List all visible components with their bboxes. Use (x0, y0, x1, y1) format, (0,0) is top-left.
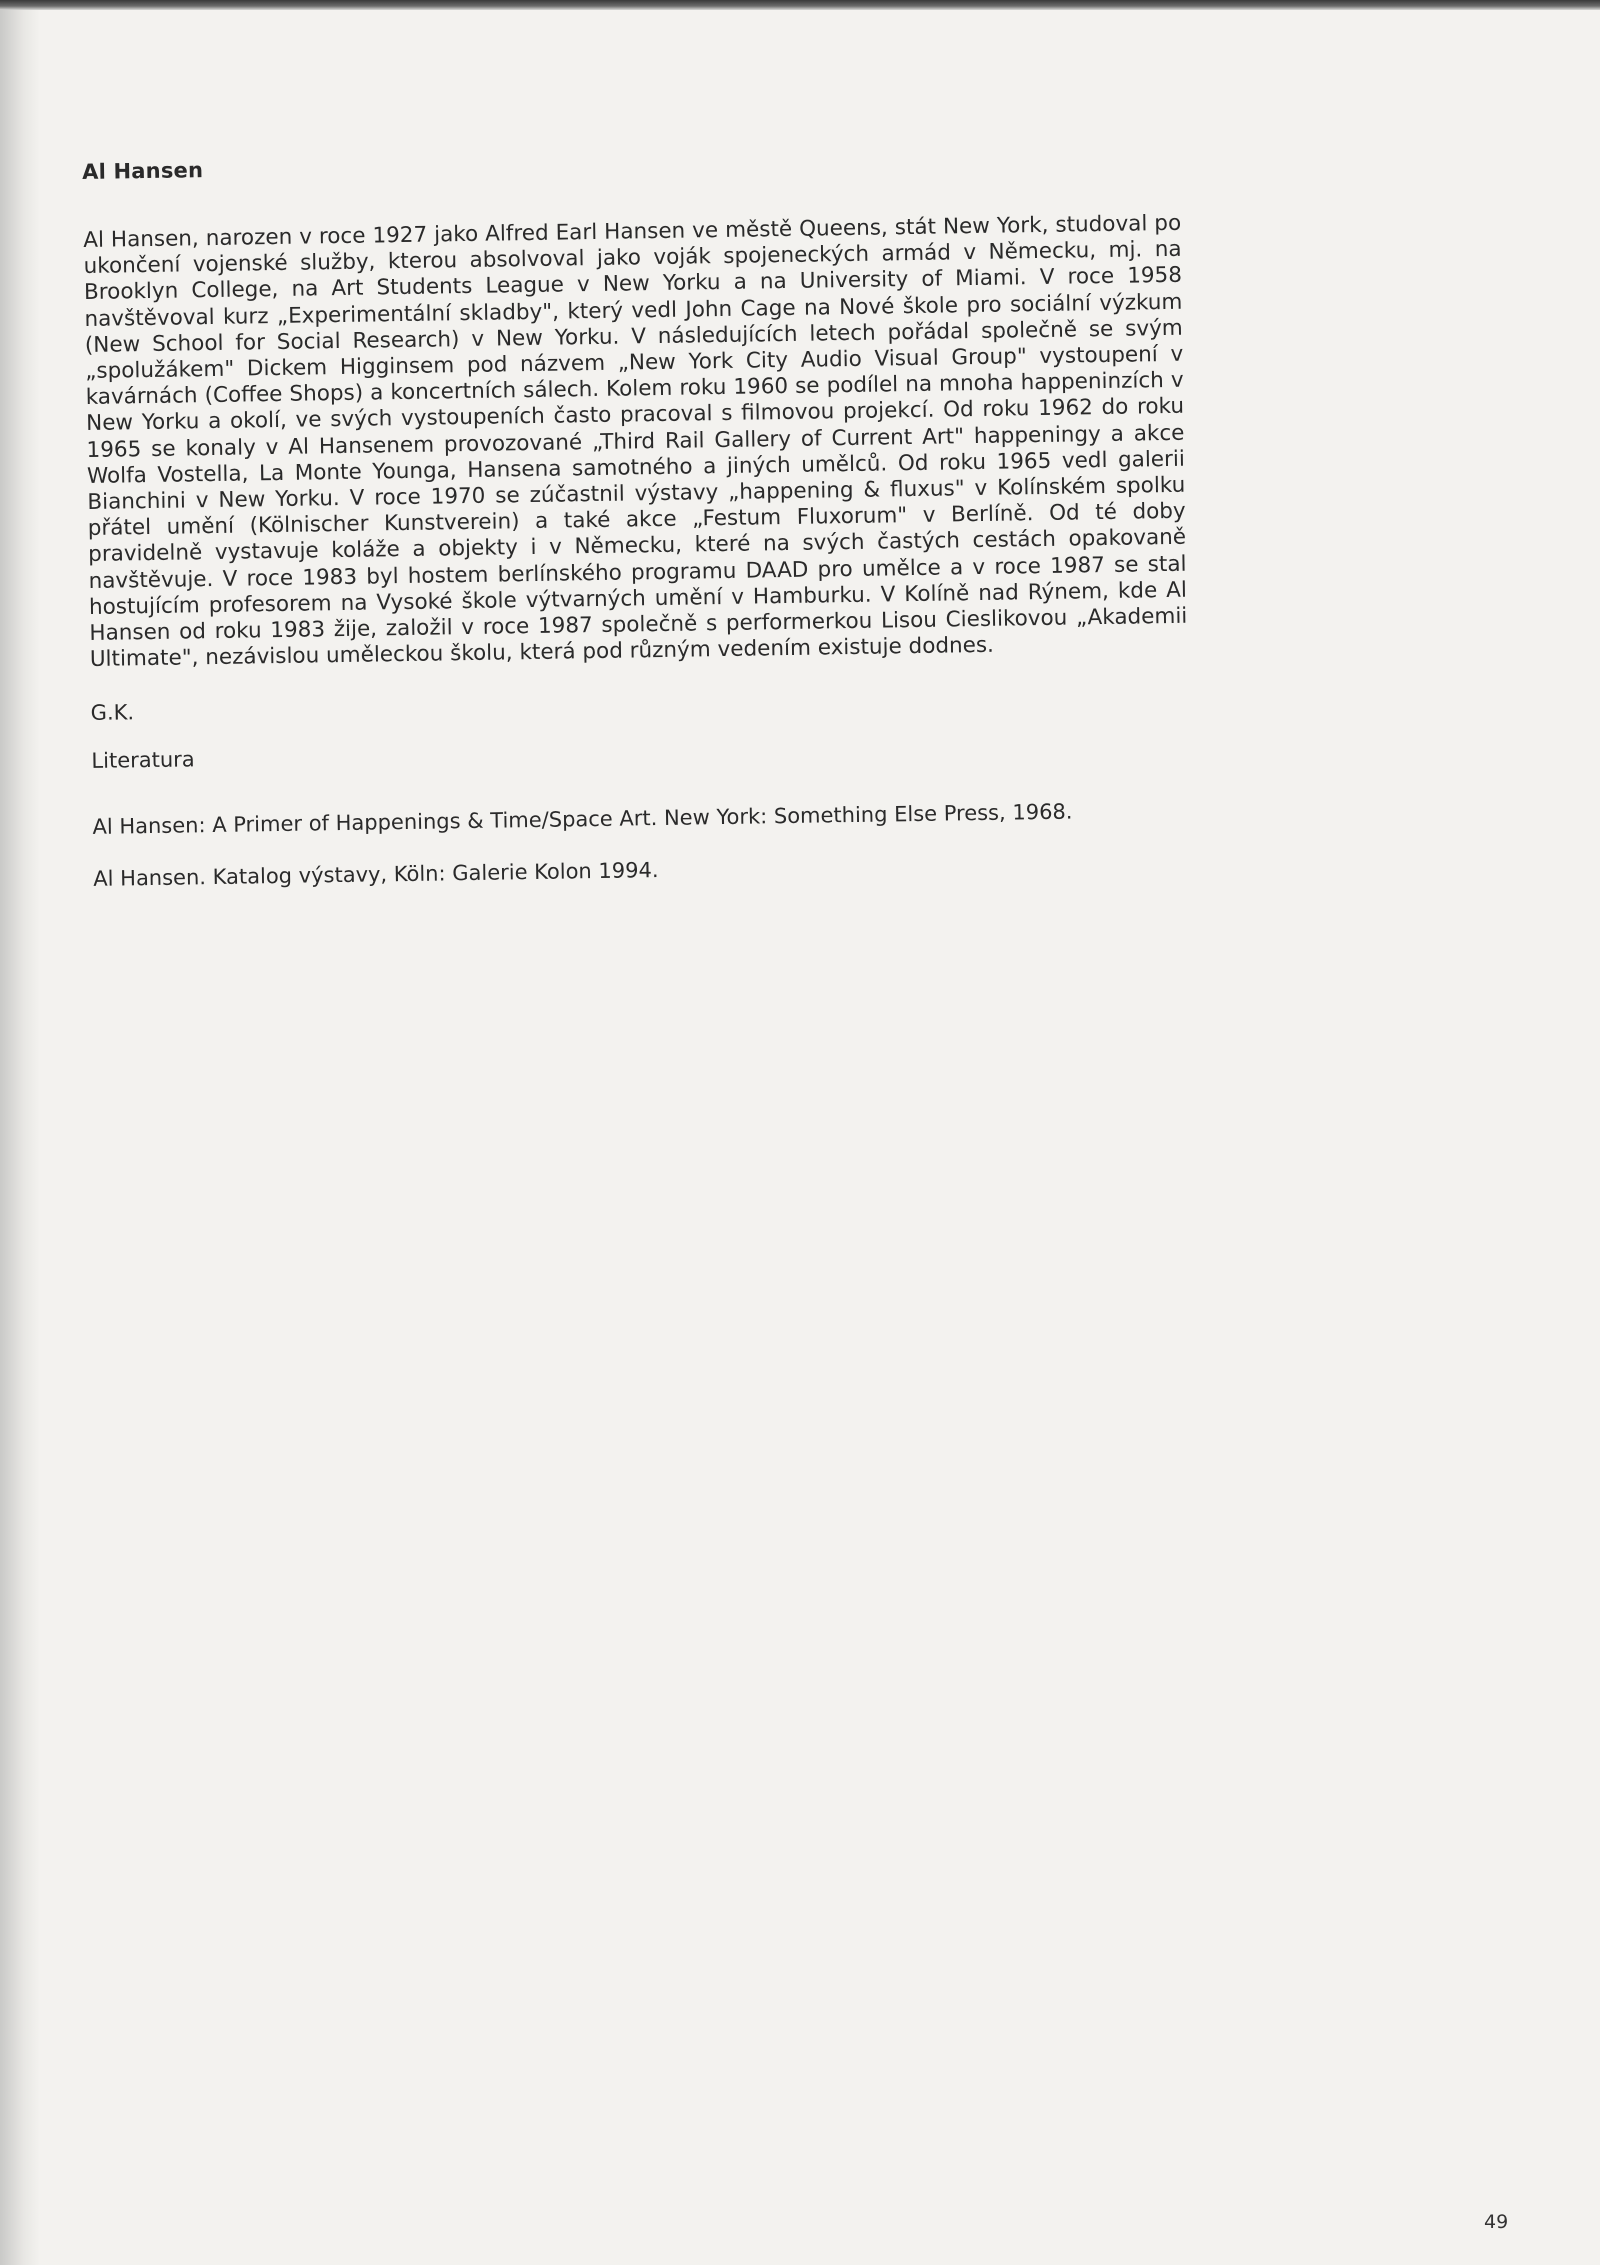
literature-entry: Al Hansen: A Primer of Happenings & Time/Space Art. New York: Something Else Press, 1968. (92, 799, 1073, 840)
author-initials: G.K. (90, 700, 135, 726)
article (82, 143, 1194, 920)
biography-paragraph: Al Hansen, narozen v roce 1927 jako Alfred Earl Hansen ve městě Queens, stát New York, studoval po ukončení vojenské služby, kterou absolvoval jako voják spojeneckých armád v Německu, mj. na Brooklyn College, na Art Students League v New Yorku a na University of Miami. V roce 1958 navštěvoval kurz „Experimentální skladby", který vedl John Cage na Nové škole pro sociální výzkum (New School for Social Research) v New Yorku. V následujících letech pořádal společně se svým „spolužákem" Dickem Higginsem pod názvem „New York City Audio Visual Group" vystoupení v kavárnách (Coffee Shops) a koncertních sálech. Kolem roku 1960 se podílel na mnoha happeninzích v New Yorku a okolí, ve svých vystoupeních často pracoval s filmovou projekcí. Od roku 1962 do roku 1965 se konaly v Al Hansenem provozované „Third Rail Gallery of Current Art" happeningy a akce Wolfa Vostella, La Monte Younga, Hansena samotného a jiných umělců. Od roku 1965 vedl galerii Bianchini v New Yorku. V roce 1970 se zúčastnil výstavy „happening & fluxus" v Kolínském spolku přátel umění (Kölnischer Kunstverein) a také akce „Festum Fluxorum" v Berlíně. Od té doby pravidelně vystavuje koláže a objekty i v Německu, které na svých častých cestách opakovaně navštěvuje. V roce 1983 byl hostem berlínského programu DAAD pro umělce a v roce 1987 se stal hostujícím profesorem na Vysoké škole výtvarných umění v Hamburku. V Kolíně nad Rýnem, kde Al Hansen od roku 1983 žije, založil v roce 1987 společně s performerkou Lisou Cieslikovou „Akademii Ultimate", nezávislou uměleckou školu, která pod různým vedením existuje dodnes. (83, 210, 1188, 673)
binding-gutter (0, 10, 40, 2265)
literature-section (91, 732, 1193, 891)
literature-heading: Literatura (91, 747, 195, 774)
article-title: Al Hansen (82, 158, 204, 184)
literature-entry: Al Hansen. Katalog výstavy, Köln: Galerie Kolon 1994. (93, 858, 659, 892)
page-number: 49 (1484, 2211, 1509, 2233)
page-top-edge (0, 0, 1600, 10)
